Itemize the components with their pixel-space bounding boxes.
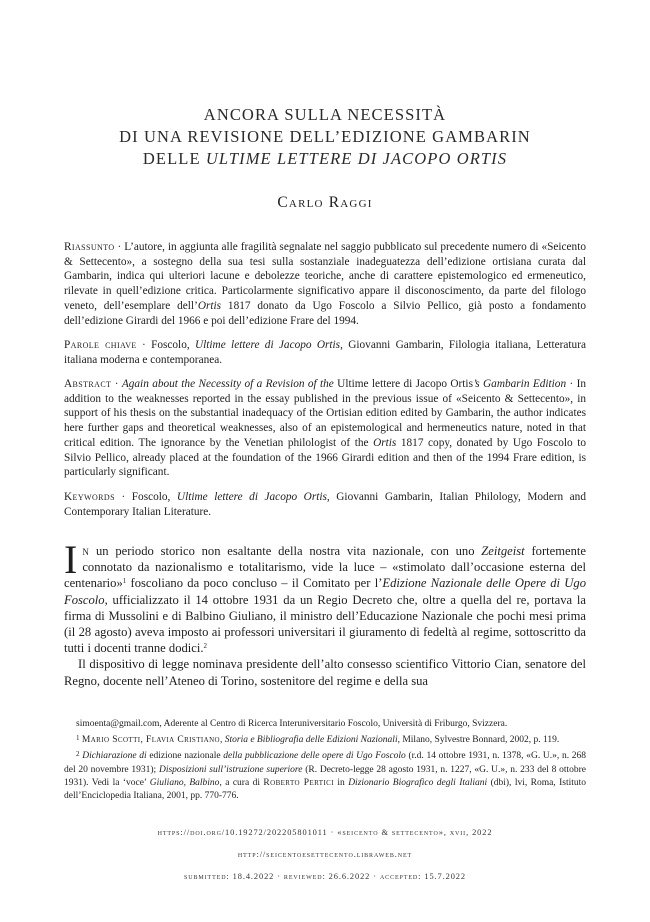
footnote-2-d: , a cura di	[219, 777, 264, 788]
footnote-2-it3: Disposizioni sull’istruzione superiore	[158, 764, 303, 775]
keywords-label: Keywords	[64, 491, 115, 503]
footnote-2-f: (dbi), lvi, Roma, Istituto dell’Enciclopedia Italiana, 2001, pp. 770-776.	[64, 777, 587, 802]
article-body	[64, 537, 586, 689]
riassunto-text: L’autore, in aggiunta alle fragilità segnalate nel saggio pubblicato sul precedente numero di «Seicento & Settecento», a sostegno della sua tesi sulla sostanziale inadeguatezza dell’edizione ortisiana curata dal Gambarin, indica qui ulteriori lacune e debolezze teoriche, anche di carattere epistemologico ed ermeneutico, rilevate in quell’edizione critica. Particolarmente significativo appare il disconoscimento, da parte del filologo veneto, dell’esemplare dell’	[64, 241, 586, 312]
keywords-italic: Ultime lettere di Jacopo Ortis	[176, 491, 327, 503]
abstract-text-end: 1817 copy, donated by Ugo Foscolo to Silvio Pellico, already placed at the foundation of the 1966 Girardi edition and then of the 1994 Frare edition, is particularly significant.	[64, 436, 586, 479]
footnote-2-it1: Dichiarazione di	[82, 751, 147, 762]
abstract-sep-2: ·	[566, 378, 577, 390]
drop-cap: I	[64, 537, 78, 582]
body-paragraph-2: Il dispositivo di legge nominava presidente dell’alto consesso scientifico Vittorio Cian, senatore del Regno, docente nell’Ateneo di Torino, sostenitore del regime e della sua	[64, 657, 586, 688]
riassunto-block	[64, 240, 586, 328]
footnote-1-rest: , Milano, Sylvestre Bonnard, 2002, p. 119.	[397, 735, 560, 746]
body-opening-word: n	[82, 544, 90, 558]
author-affiliation: simoenta@gmail.com, Aderente al Centro di Ricerca Interuniversitario Foscolo, Università di Friburgo, Svizzera.	[76, 719, 508, 729]
abstract-block	[64, 377, 586, 480]
footnotes	[64, 718, 586, 806]
abstract-title-roman: Ultime lettere di Jacopo Ortis	[333, 378, 473, 390]
footnote-2-b: (r.d. 14 ottobre 1931, n. 1378, «G. U.», n. 268 del 20 novembre 1931);	[64, 751, 587, 775]
title-line-3	[64, 148, 586, 170]
parole-chiave-italic: Ultime lettere di Jacopo Ortis	[194, 339, 341, 351]
parole-chiave-label: Parole chiave	[64, 339, 137, 351]
body-p1-c: foscoliano da poco concluso – il Comitato per l’	[126, 576, 383, 591]
footnote-1-number: 1	[76, 734, 80, 743]
footnote-2-number: 2	[76, 750, 80, 759]
journal-url[interactable]: http://seicentoesettecento.libraweb.net	[237, 850, 413, 859]
parole-chiave-block	[64, 338, 586, 367]
footnote-1-authors: Mario Scotti, Flavia Cristiano	[81, 735, 220, 746]
abstract-ortis: Ortis	[373, 436, 397, 449]
keywords-block	[64, 490, 586, 519]
abstract-title-italic-2: ’s Gambarin Edition	[472, 378, 567, 390]
footnote-2-c: (R. Decreto-legge 28 agosto 1931, n. 1227, «G. U.», n. 233 del 8 ottobre 1931). Vedi la ‘voce’	[64, 764, 586, 788]
riassunto-text-end: 1817 donato da Ugo Foscolo a Silvio Pellico, già posto a fondamento dell’edizione Girardi del 1966 e poi dell’edizione Frare del 1994.	[64, 299, 587, 327]
title-line-1: ANCORA SULLA NECESSITÀ	[203, 105, 447, 124]
footnote-2-it2: della pubblicazione delle opere di Ugo Foscolo	[223, 751, 406, 762]
keywords-text-end: , Giovanni Gambarin, Italian Philology, Modern and Contemporary Italian Literature.	[64, 491, 586, 518]
doi-line[interactable]: https://doi.org/10.19272/202205801011 · «seicento & settecento», xvii, 2022	[157, 828, 493, 837]
article-title	[64, 104, 586, 170]
footnote-ref-1[interactable]: 1	[122, 577, 127, 586]
parole-chiave-sep: ·	[136, 339, 152, 351]
footnote-ref-2[interactable]: 2	[203, 642, 208, 651]
parole-chiave-text: Foscolo,	[151, 339, 195, 351]
body-p1-d: , ufficializzato il 14 ottobre 1931 da un Regio Decreto che, oltre a quella del re, portava la firma di Mussolini e di Balbino Giuliano, il ministro dell’Educazione Nazionale che pochi mesi prima (il 28 agosto) aveva imposto ai professori universitari il giuramento di fedeltà al regime, sottoscritto da tutti i docenti tranne dodici.	[64, 592, 586, 656]
body-edizione-nazionale: Edizione Nazionale delle Opere di Ugo Foscolo	[64, 576, 586, 607]
title-line-3-prefix: DELLE	[142, 149, 206, 168]
title-line-2: DI UNA REVISIONE DELL’EDIZIONE GAMBARIN	[119, 127, 531, 146]
footnote-1: $^1$ Mario Scotti, Flavia Cristiano, Storia e Bibliografia delle Edizioni Nazionali, Milano, Sylvestre Bonnard, 2002, p. 119.	[76, 734, 560, 746]
footnote-2-e: in	[333, 777, 349, 788]
author-name: Carlo Raggi	[277, 194, 373, 211]
abstract-text: In addition to the weaknesses reported in the essay published in the previous issue of «Seicento & Settecento», in support of his thesis on the substantial inadequacy of the Ortisian edition edited by Gambarin, the author indicates here further gaps and theoretical weaknesses, also of an epistemological and hermeneutics nature, noted in that critical edition. The ignorance by the Venetian philologist of the	[64, 378, 586, 449]
abstract-title-italic-1: Again about the Necessity of a Revision of the	[121, 378, 334, 390]
footnote-2-a: edizione nazionale	[146, 751, 224, 762]
footnote-2	[64, 750, 586, 803]
body-p1-b: fortemente connotato da nazionalismo e totalitarismo, vide la luce – «stimolato dall’occasione esterna del centenario»	[64, 544, 586, 591]
riassunto-sep: ·	[114, 241, 125, 253]
keywords-sep: ·	[114, 491, 132, 503]
parole-chiave-text-end: , Giovanni Gambarin, Filologia italiana, Letteratura italiana moderna e contemporanea.	[64, 339, 586, 366]
footnote-2-it4: Giuliano, Balbino	[149, 777, 220, 788]
abstract-sep: ·	[111, 378, 122, 390]
keywords-text: Foscolo,	[131, 491, 177, 503]
footnote-1-title: Storia e Bibliografia delle Edizioni Nazionali	[224, 735, 398, 746]
body-p1-a: un periodo storico non esaltante della nostra vita nazionale, con uno	[89, 544, 482, 558]
footnote-2-it5: Dizionario Biografico degli Italiani	[348, 777, 488, 788]
body-zeitgeist: Zeitgeist	[481, 544, 525, 558]
submission-dates: submitted: 18.4.2022 · reviewed: 26.6.2022 · accepted: 15.7.2022	[184, 872, 466, 881]
body-paragraph-1	[64, 537, 586, 656]
footnote-2-editor: Roberto Pertici	[263, 777, 334, 788]
riassunto-label: Riassunto	[64, 241, 115, 253]
title-line-3-italic: ULTIME LETTERE DI JACOPO ORTIS	[205, 149, 508, 168]
riassunto-ortis: Ortis	[197, 299, 222, 312]
abstract-label: Abstract	[64, 378, 112, 390]
